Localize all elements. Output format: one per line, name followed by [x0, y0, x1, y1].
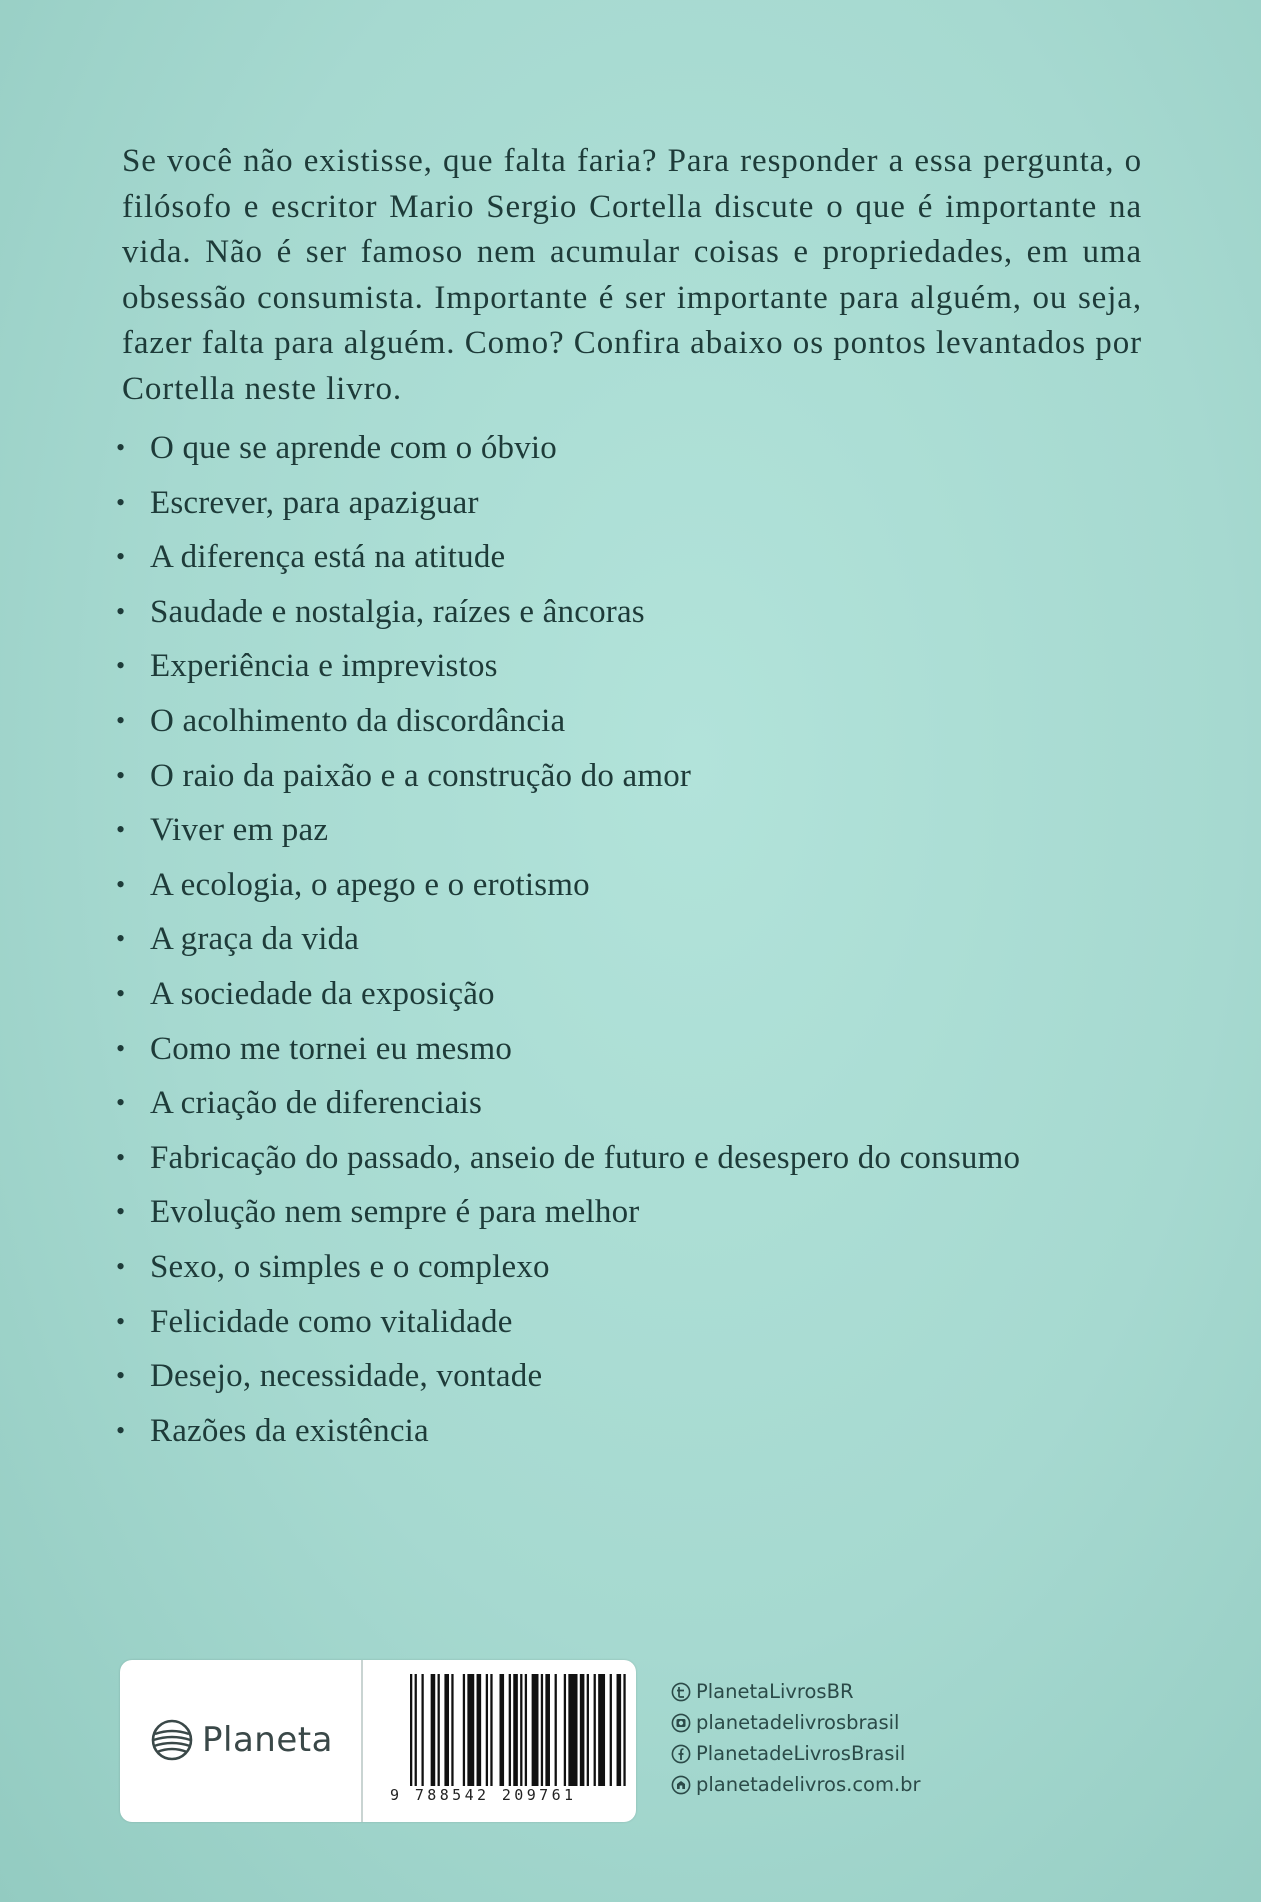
barcode-bar — [444, 1674, 449, 1786]
barcode-bar — [415, 1674, 417, 1786]
social-twitter[interactable] — [671, 1676, 921, 1707]
barcode-bar — [532, 1674, 539, 1786]
bullet-icon: • — [116, 1033, 126, 1063]
barcode-bar — [617, 1674, 622, 1786]
barcode-bar — [490, 1674, 492, 1786]
bullet-icon: • — [116, 924, 126, 954]
website-url[interactable]: planetadelivros.com.br — [696, 1773, 921, 1796]
bullet-icon: • — [116, 433, 126, 462]
barcode-bar — [564, 1674, 566, 1786]
publisher-logo — [150, 1718, 333, 1762]
topic-item: • Fabricação do passado, anseio de futuro e desespero do consumo — [116, 1131, 1020, 1186]
barcode-bar — [520, 1674, 522, 1786]
bullet-icon: • — [116, 596, 126, 626]
bullet-icon: • — [116, 815, 126, 845]
barcode-bar — [580, 1674, 585, 1786]
bullet-icon: • — [116, 869, 126, 899]
bullet-icon: • — [116, 978, 126, 1008]
social-website[interactable] — [671, 1769, 921, 1800]
topic-item: • O que se aprende com o óbvio — [116, 421, 1020, 476]
bullet-icon: • — [116, 1306, 126, 1336]
barcode-bar — [451, 1674, 453, 1786]
topic-item: • A graça da vida — [116, 912, 1020, 967]
bullet-icon: • — [116, 1197, 126, 1227]
barcode-bar — [463, 1674, 465, 1786]
bullet-icon: • — [116, 487, 126, 517]
social-facebook[interactable] — [671, 1738, 921, 1769]
bullet-icon: • — [116, 1142, 126, 1172]
bullet-icon: • — [116, 1251, 126, 1281]
topic-item: • A criação de diferenciais — [116, 1076, 1020, 1131]
topic-item: • Escrever, para apaziguar — [116, 476, 1020, 531]
label-divider — [361, 1660, 363, 1822]
topic-item: • Felicidade como vitalidade — [116, 1295, 1020, 1350]
barcode-bar — [486, 1674, 488, 1786]
barcode-bar — [467, 1674, 474, 1786]
bullet-icon: • — [116, 1361, 126, 1391]
barcode-bar — [421, 1674, 423, 1786]
topic-item: • Saudade e nostalgia, raízes e âncoras — [116, 585, 1020, 640]
twitter-handle[interactable]: PlanetaLivrosBR — [696, 1680, 854, 1703]
topic-item: • Como me tornei eu mesmo — [116, 1022, 1020, 1077]
instagram-icon — [671, 1713, 691, 1733]
twitter-icon — [671, 1682, 691, 1702]
bullet-icon: • — [116, 651, 126, 681]
social-links — [671, 1676, 921, 1800]
barcode-digits: 9 788542 209761 — [390, 1786, 577, 1804]
topic-item: • O raio da paixão e a construção do amor — [116, 749, 1020, 804]
barcode-bar — [587, 1674, 589, 1786]
barcode-bar — [410, 1674, 412, 1786]
barcode-bar — [594, 1674, 596, 1786]
globe-icon — [150, 1718, 194, 1762]
barcode-bar — [477, 1674, 482, 1786]
bullet-icon: • — [116, 760, 126, 790]
barcode-bar — [598, 1674, 605, 1786]
facebook-icon — [671, 1744, 691, 1764]
topic-item: • A sociedade da exposição — [116, 967, 1020, 1022]
publisher-barcode-label — [120, 1660, 636, 1822]
barcode-bar — [545, 1674, 550, 1786]
publisher-name: Planeta — [202, 1720, 333, 1760]
barcode — [410, 1674, 628, 1786]
topics-list — [116, 421, 1020, 1458]
topic-item: • Evolução nem sempre é para melhor — [116, 1185, 1020, 1240]
barcode-bar — [513, 1674, 518, 1786]
topic-item: • A diferença está na atitude — [116, 530, 1020, 585]
barcode-bar — [623, 1674, 625, 1786]
topic-item: • A ecologia, o apego e o erotismo — [116, 858, 1020, 913]
barcode-bar — [525, 1674, 527, 1786]
barcode-bar — [555, 1674, 557, 1786]
bullet-icon: • — [116, 1088, 126, 1118]
bullet-icon: • — [116, 705, 126, 735]
barcode-bar — [431, 1674, 436, 1786]
topic-item: • Sexo, o simples e o complexo — [116, 1240, 1020, 1295]
bullet-icon: • — [116, 1415, 126, 1445]
topic-item: • Razões da existência — [116, 1404, 1020, 1459]
barcode-bar — [610, 1674, 612, 1786]
barcode-bar — [509, 1674, 511, 1786]
topic-item: • Experiência e imprevistos — [116, 639, 1020, 694]
website-icon — [671, 1775, 691, 1795]
topic-item: • Viver em paz — [116, 803, 1020, 858]
barcode-bar — [499, 1674, 504, 1786]
topic-item: • Desejo, necessidade, vontade — [116, 1349, 1020, 1404]
instagram-handle[interactable]: planetadelivrosbrasil — [696, 1711, 900, 1734]
barcode-bar — [438, 1674, 440, 1786]
barcode-bar — [541, 1674, 543, 1786]
social-instagram[interactable] — [671, 1707, 921, 1738]
bullet-icon: • — [116, 542, 126, 572]
barcode-bar — [568, 1674, 577, 1786]
topic-item: • O acolhimento da discordância — [116, 694, 1020, 749]
intro-paragraph: Se você não existisse, que falta faria? Para responder a essa pergunta, o filósofo e escritor Mario Sergio Cortella discute o que é importante na vida. Não é ser famoso nem acumular coisas e propriedades, em uma obsessão consumista. Importante é ser importante para alguém, ou seja, fazer falta para alguém. Como? Confira abaixo os pontos levantados por Cortella neste livro. — [122, 143, 1142, 407]
facebook-handle[interactable]: PlanetadeLivrosBrasil — [696, 1742, 906, 1765]
